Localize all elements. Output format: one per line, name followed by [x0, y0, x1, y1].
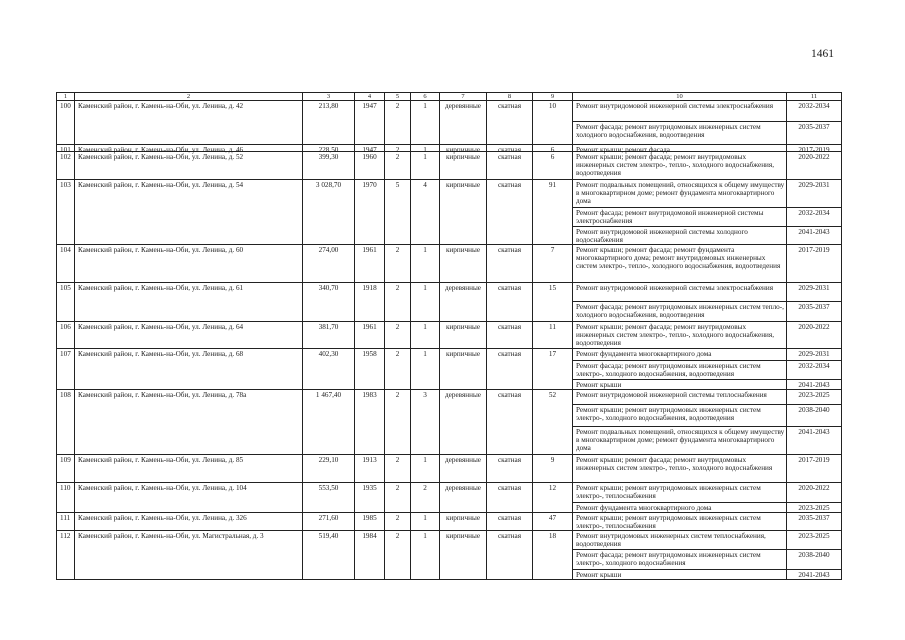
floors-cell: 2: [385, 531, 411, 580]
column-number-header: 9: [533, 93, 573, 101]
wall-material-cell: кирпичные: [440, 531, 487, 580]
entrances-cell: 1: [411, 145, 440, 152]
floors-cell: 2: [385, 513, 411, 531]
address-cell: Каменский район, г. Камень-на-Оби, ул. Ленина, д. 64: [75, 322, 303, 349]
table-row: [57, 455, 842, 483]
work-type-cell: Ремонт фасада; ремонт внутридомовых инженерных систем холодного водоснабжения, водоотведения: [573, 122, 787, 145]
work-period-cell: 2020-2022: [787, 152, 842, 180]
work-type-cell: Ремонт крыши: [573, 380, 787, 390]
floors-cell: 2: [385, 283, 411, 322]
work-period-cell: 2032-2034: [787, 361, 842, 380]
area-cell: 402,30: [303, 349, 355, 390]
row-number: 110: [57, 483, 75, 513]
entrances-cell: 1: [411, 152, 440, 180]
roof-type-cell: скатная: [487, 531, 533, 580]
address-cell: Каменский район, г. Камень-на-Оби, ул. Ленина, д. 42: [75, 101, 303, 145]
work-type-cell: Ремонт фасада; ремонт внутридомовой инженерной системы электроснабжения: [573, 208, 787, 227]
roof-type-cell: скатная: [487, 283, 533, 322]
apartments-cell: 91: [533, 180, 573, 245]
wall-material-cell: кирпичные: [440, 180, 487, 245]
apartments-cell: 9: [533, 455, 573, 483]
table-row: [57, 101, 842, 145]
work-period-cell: 2035-2037: [787, 302, 842, 322]
area-cell: 274,00: [303, 245, 355, 283]
row-number: 112: [57, 531, 75, 580]
year-built-cell: 1935: [355, 483, 385, 513]
wall-material-cell: кирпичные: [440, 513, 487, 531]
work-type-cell: Ремонт крыши; ремонт фасада: [573, 145, 787, 152]
repair-schedule-table: [56, 92, 842, 580]
year-built-cell: 1961: [355, 322, 385, 349]
floors-cell: 2: [385, 349, 411, 390]
work-period-cell: 2020-2022: [787, 322, 842, 349]
row-number: 107: [57, 349, 75, 390]
work-type-cell: Ремонт крыши; ремонт внутридомовых инженерных систем электро-, холодного водоснабжения, водоотведения: [573, 405, 787, 427]
column-number-header: 5: [385, 93, 411, 101]
roof-type-cell: скатная: [487, 101, 533, 145]
row-number: 105: [57, 283, 75, 322]
roof-type-cell: скатная: [487, 513, 533, 531]
work-type-cell: Ремонт крыши; ремонт внутридомовых инженерных систем электро-, теплоснабжения: [573, 483, 787, 503]
floors-cell: 2: [385, 145, 411, 152]
address-cell: Каменский район, г. Камень-на-Оби, ул. Ленина, д. 61: [75, 283, 303, 322]
address-cell: Каменский район, г. Камень-на-Оби, ул. Ленина, д. 46: [75, 145, 303, 152]
apartments-cell: 15: [533, 283, 573, 322]
wall-material-cell: деревянные: [440, 483, 487, 513]
roof-type-cell: скатная: [487, 245, 533, 283]
table-row: [57, 245, 842, 283]
entrances-cell: 1: [411, 455, 440, 483]
work-period-cell: 2023-2025: [787, 503, 842, 513]
apartments-cell: 11: [533, 322, 573, 349]
work-period-cell: 2038-2040: [787, 405, 842, 427]
area-cell: 228,50: [303, 145, 355, 152]
apartments-cell: 7: [533, 245, 573, 283]
year-built-cell: 1947: [355, 145, 385, 152]
work-period-cell: 2029-2031: [787, 180, 842, 208]
header-row: [57, 93, 842, 101]
work-period-cell: 2035-2037: [787, 513, 842, 531]
wall-material-cell: кирпичные: [440, 145, 487, 152]
year-built-cell: 1961: [355, 245, 385, 283]
year-built-cell: 1960: [355, 152, 385, 180]
row-number: 111: [57, 513, 75, 531]
area-cell: 271,60: [303, 513, 355, 531]
table-row: [57, 180, 842, 245]
work-type-cell: Ремонт внутридомовой инженерной системы холодного водоснабжения: [573, 227, 787, 245]
entrances-cell: 4: [411, 180, 440, 245]
table-row: [57, 152, 842, 180]
wall-material-cell: кирпичные: [440, 349, 487, 390]
apartments-cell: 12: [533, 483, 573, 513]
column-number-header: 2: [75, 93, 303, 101]
apartments-cell: 6: [533, 152, 573, 180]
work-type-cell: Ремонт фасада; ремонт внутридомовых инженерных систем электро-, холодного водоснабжения: [573, 550, 787, 570]
area-cell: 399,30: [303, 152, 355, 180]
row-number: 109: [57, 455, 75, 483]
work-type-cell: Ремонт внутридомовых инженерных систем теплоснабжения, водоотведения: [573, 531, 787, 550]
address-cell: Каменский район, г. Камень-на-Оби, ул. Ленина, д. 85: [75, 455, 303, 483]
table-row: [57, 283, 842, 322]
apartments-cell: 52: [533, 390, 573, 455]
year-built-cell: 1970: [355, 180, 385, 245]
table-row: [57, 483, 842, 513]
row-number: 104: [57, 245, 75, 283]
work-period-cell: 2041-2043: [787, 227, 842, 245]
area-cell: 3 028,70: [303, 180, 355, 245]
work-type-cell: Ремонт внутридомовой инженерной системы электроснабжения: [573, 101, 787, 122]
row-number: 101: [57, 145, 75, 152]
wall-material-cell: деревянные: [440, 455, 487, 483]
floors-cell: 2: [385, 390, 411, 455]
roof-type-cell: скатная: [487, 152, 533, 180]
work-period-cell: 2023-2025: [787, 531, 842, 550]
entrances-cell: 3: [411, 390, 440, 455]
work-period-cell: 2041-2043: [787, 570, 842, 580]
work-period-cell: 2038-2040: [787, 550, 842, 570]
entrances-cell: 1: [411, 101, 440, 145]
year-built-cell: 1958: [355, 349, 385, 390]
column-number-header: 11: [787, 93, 842, 101]
roof-type-cell: скатная: [487, 455, 533, 483]
work-type-cell: Ремонт подвальных помещений, относящихся к общему имуществу в многоквартирном доме; ремонт фундамента многоквартирного дома: [573, 427, 787, 455]
work-period-cell: 2023-2025: [787, 390, 842, 405]
wall-material-cell: кирпичные: [440, 152, 487, 180]
apartments-cell: 18: [533, 531, 573, 580]
area-cell: 213,80: [303, 101, 355, 145]
work-period-cell: 2041-2043: [787, 427, 842, 455]
entrances-cell: 1: [411, 283, 440, 322]
row-number: 106: [57, 322, 75, 349]
work-type-cell: Ремонт фундамента многоквартирного дома: [573, 349, 787, 361]
column-number-header: 10: [573, 93, 787, 101]
address-cell: Каменский район, г. Камень-на-Оби, ул. Ленина, д. 54: [75, 180, 303, 245]
work-type-cell: Ремонт внутридомовой инженерной системы электроснабжения: [573, 283, 787, 302]
apartments-cell: 10: [533, 101, 573, 145]
work-type-cell: Ремонт фасада; ремонт внутридомовых инженерных систем электро-, холодного водоснабжения, водоотведения: [573, 361, 787, 380]
work-period-cell: 2035-2037: [787, 122, 842, 145]
area-cell: 519,40: [303, 531, 355, 580]
roof-type-cell: скатная: [487, 180, 533, 245]
year-built-cell: 1913: [355, 455, 385, 483]
work-type-cell: Ремонт крыши; ремонт фасада; ремонт внутридомовых инженерных систем электро-, тепло-, холодного водоснабжения: [573, 455, 787, 483]
work-period-cell: 2032-2034: [787, 208, 842, 227]
address-cell: Каменский район, г. Камень-на-Оби, ул. Ленина, д. 68: [75, 349, 303, 390]
entrances-cell: 1: [411, 349, 440, 390]
area-cell: 340,70: [303, 283, 355, 322]
roof-type-cell: скатная: [487, 322, 533, 349]
work-type-cell: Ремонт крыши; ремонт фасада; ремонт внутридомовых инженерных систем электро-, тепло-, холодного водоснабжения, водоотведения: [573, 322, 787, 349]
column-number-header: 4: [355, 93, 385, 101]
table-row: [57, 513, 842, 531]
work-period-cell: 2020-2022: [787, 483, 842, 503]
roof-type-cell: скатная: [487, 390, 533, 455]
floors-cell: 2: [385, 152, 411, 180]
floors-cell: 2: [385, 101, 411, 145]
year-built-cell: 1984: [355, 531, 385, 580]
page-number: 1461: [811, 48, 834, 60]
work-period-cell: 2032-2034: [787, 101, 842, 122]
wall-material-cell: деревянные: [440, 390, 487, 455]
column-number-header: 3: [303, 93, 355, 101]
roof-type-cell: скатная: [487, 483, 533, 513]
floors-cell: 2: [385, 455, 411, 483]
column-number-header: 1: [57, 93, 75, 101]
address-cell: Каменский район, г. Камень-на-Оби, ул. Ленина, д. 104: [75, 483, 303, 513]
table-row: [57, 145, 842, 152]
wall-material-cell: кирпичные: [440, 322, 487, 349]
entrances-cell: 1: [411, 245, 440, 283]
apartments-cell: 47: [533, 513, 573, 531]
work-type-cell: Ремонт крыши; ремонт внутридомовых инженерных систем электро-, теплоснабжения: [573, 513, 787, 531]
work-period-cell: 2041-2043: [787, 380, 842, 390]
table-row: [57, 390, 842, 455]
table-row: [57, 531, 842, 580]
apartments-cell: 6: [533, 145, 573, 152]
area-cell: 1 467,40: [303, 390, 355, 455]
address-cell: Каменский район, г. Камень-на-Оби, ул. Ленина, д. 326: [75, 513, 303, 531]
work-period-cell: 2017-2019: [787, 455, 842, 483]
wall-material-cell: деревянные: [440, 283, 487, 322]
floors-cell: 2: [385, 322, 411, 349]
work-type-cell: Ремонт фундамента многоквартирного дома: [573, 503, 787, 513]
entrances-cell: 1: [411, 531, 440, 580]
work-period-cell: 2017-2019: [787, 145, 842, 152]
address-cell: Каменский район, г. Камень-на-Оби, ул. Ленина, д. 78а: [75, 390, 303, 455]
year-built-cell: 1947: [355, 101, 385, 145]
apartments-cell: 17: [533, 349, 573, 390]
entrances-cell: 1: [411, 513, 440, 531]
row-number: 103: [57, 180, 75, 245]
year-built-cell: 1918: [355, 283, 385, 322]
address-cell: Каменский район, г. Камень-на-Оби, ул. Магистральная, д. 3: [75, 531, 303, 580]
work-type-cell: Ремонт крыши: [573, 570, 787, 580]
floors-cell: 2: [385, 483, 411, 513]
work-period-cell: 2017-2019: [787, 245, 842, 283]
work-type-cell: Ремонт фасада; ремонт внутридомовых инженерных систем тепло-, холодного водоснабжения, водоотведения: [573, 302, 787, 322]
roof-type-cell: скатная: [487, 145, 533, 152]
work-period-cell: 2029-2031: [787, 283, 842, 302]
floors-cell: 2: [385, 245, 411, 283]
entrances-cell: 2: [411, 483, 440, 513]
wall-material-cell: кирпичные: [440, 245, 487, 283]
row-number: 100: [57, 101, 75, 145]
table-row: [57, 322, 842, 349]
work-type-cell: Ремонт подвальных помещений, относящихся к общему имуществу в многоквартирном доме; ремонт фундамента многоквартирного дома: [573, 180, 787, 208]
area-cell: 229,10: [303, 455, 355, 483]
roof-type-cell: скатная: [487, 349, 533, 390]
address-cell: Каменский район, г. Камень-на-Оби, ул. Ленина, д. 52: [75, 152, 303, 180]
row-number: 108: [57, 390, 75, 455]
wall-material-cell: деревянные: [440, 101, 487, 145]
work-type-cell: Ремонт крыши; ремонт фасада; ремонт фундамента многоквартирного дома; ремонт внутридомовых инженерных систем электро-, тепло-, холодного водоснабжения, водоотведения: [573, 245, 787, 283]
work-type-cell: Ремонт внутридомовой инженерной системы теплоснабжения: [573, 390, 787, 405]
area-cell: 553,50: [303, 483, 355, 513]
column-number-header: 6: [411, 93, 440, 101]
floors-cell: 5: [385, 180, 411, 245]
entrances-cell: 1: [411, 322, 440, 349]
year-built-cell: 1983: [355, 390, 385, 455]
work-type-cell: Ремонт крыши; ремонт фасада; ремонт внутридомовых инженерных систем электро-, тепло-, холодного водоснабжения, водоотведения: [573, 152, 787, 180]
year-built-cell: 1985: [355, 513, 385, 531]
address-cell: Каменский район, г. Камень-на-Оби, ул. Ленина, д. 60: [75, 245, 303, 283]
table-row: [57, 349, 842, 390]
area-cell: 381,70: [303, 322, 355, 349]
work-period-cell: 2029-2031: [787, 349, 842, 361]
row-number: 102: [57, 152, 75, 180]
column-number-header: 7: [440, 93, 487, 101]
column-number-header: 8: [487, 93, 533, 101]
